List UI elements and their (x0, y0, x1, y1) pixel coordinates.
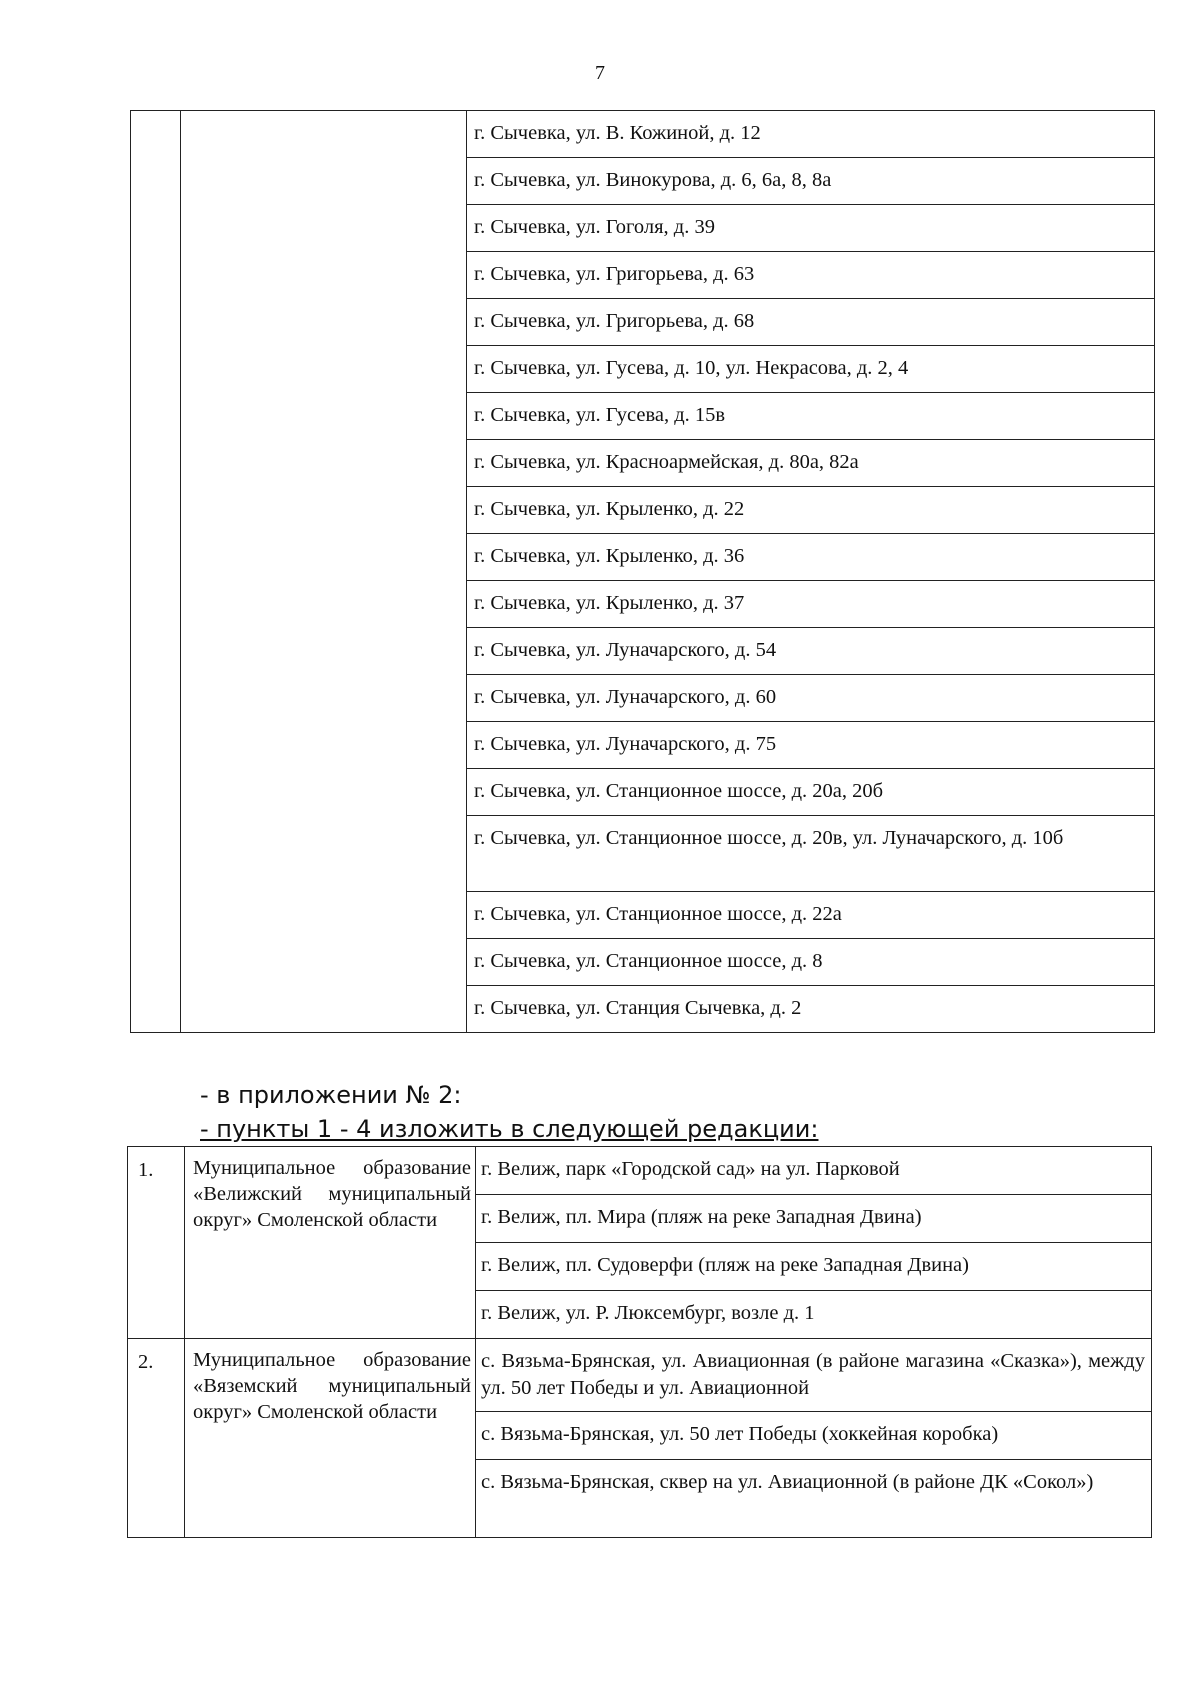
address-cell: г. Сычевка, ул. Крыленко, д. 36 (467, 534, 1155, 581)
location-cell: г. Велиж, пл. Мира (пляж на реке Западная Двина) (476, 1195, 1152, 1243)
items-note: - пункты 1 - 4 изложить в следующей редакции: (200, 1115, 819, 1143)
municipality-cell (181, 111, 467, 1033)
location-cell: с. Вязьма-Брянская, ул. Авиационная (в районе магазина «Сказка»), между ул. 50 лет Победы и ул. Авиационной (476, 1339, 1152, 1412)
address-cell: г. Сычевка, ул. Гусева, д. 15в (467, 393, 1155, 440)
item-number: 1. (128, 1147, 185, 1339)
municipality-name: Муниципальное образование «Вяземский муниципальный округ» Смоленской области (185, 1339, 476, 1538)
table-row (128, 1339, 1152, 1412)
address-cell: г. Сычевка, ул. Луначарского, д. 60 (467, 675, 1155, 722)
location-cell: г. Велиж, пл. Судоверфи (пляж на реке Западная Двина) (476, 1243, 1152, 1291)
address-cell: г. Сычевка, ул. Григорьева, д. 68 (467, 299, 1155, 346)
address-cell: г. Сычевка, ул. Гоголя, д. 39 (467, 205, 1155, 252)
address-cell: г. Сычевка, ул. Крыленко, д. 37 (467, 581, 1155, 628)
location-cell: с. Вязьма-Брянская, сквер на ул. Авиационной (в районе ДК «Сокол») (476, 1460, 1152, 1538)
address-cell: г. Сычевка, ул. Винокурова, д. 6, 6а, 8, 8а (467, 158, 1155, 205)
address-cell: г. Сычевка, ул. Луначарского, д. 75 (467, 722, 1155, 769)
addresses-table (130, 110, 1155, 1033)
location-cell: г. Велиж, парк «Городской сад» на ул. Парковой (476, 1147, 1152, 1195)
municipalities-table (127, 1146, 1152, 1538)
appendix-note: - в приложении № 2: (200, 1081, 462, 1109)
municipality-name: Муниципальное образование «Велижский муниципальный округ» Смоленской области (185, 1147, 476, 1339)
table-row (128, 1147, 1152, 1195)
address-cell: г. Сычевка, ул. Станционное шоссе, д. 20в, ул. Луначарского, д. 10б (467, 816, 1155, 892)
address-cell: г. Сычевка, ул. Красноармейская, д. 80а, 82а (467, 440, 1155, 487)
address-cell: г. Сычевка, ул. Луначарского, д. 54 (467, 628, 1155, 675)
address-cell: г. Сычевка, ул. Крыленко, д. 22 (467, 487, 1155, 534)
address-cell: г. Сычевка, ул. Гусева, д. 10, ул. Некрасова, д. 2, 4 (467, 346, 1155, 393)
address-cell: г. Сычевка, ул. Станция Сычевка, д. 2 (467, 986, 1155, 1033)
address-cell: г. Сычевка, ул. Григорьева, д. 63 (467, 252, 1155, 299)
number-cell (131, 111, 181, 1033)
location-cell: г. Велиж, ул. Р. Люксембург, возле д. 1 (476, 1291, 1152, 1339)
address-cell: г. Сычевка, ул. В. Кожиной, д. 12 (467, 111, 1155, 158)
table-row (131, 111, 1155, 158)
address-cell: г. Сычевка, ул. Станционное шоссе, д. 20а, 20б (467, 769, 1155, 816)
address-cell: г. Сычевка, ул. Станционное шоссе, д. 8 (467, 939, 1155, 986)
page-number: 7 (595, 62, 605, 84)
location-cell: с. Вязьма-Брянская, ул. 50 лет Победы (хоккейная коробка) (476, 1412, 1152, 1460)
item-number: 2. (128, 1339, 185, 1538)
address-cell: г. Сычевка, ул. Станционное шоссе, д. 22а (467, 892, 1155, 939)
